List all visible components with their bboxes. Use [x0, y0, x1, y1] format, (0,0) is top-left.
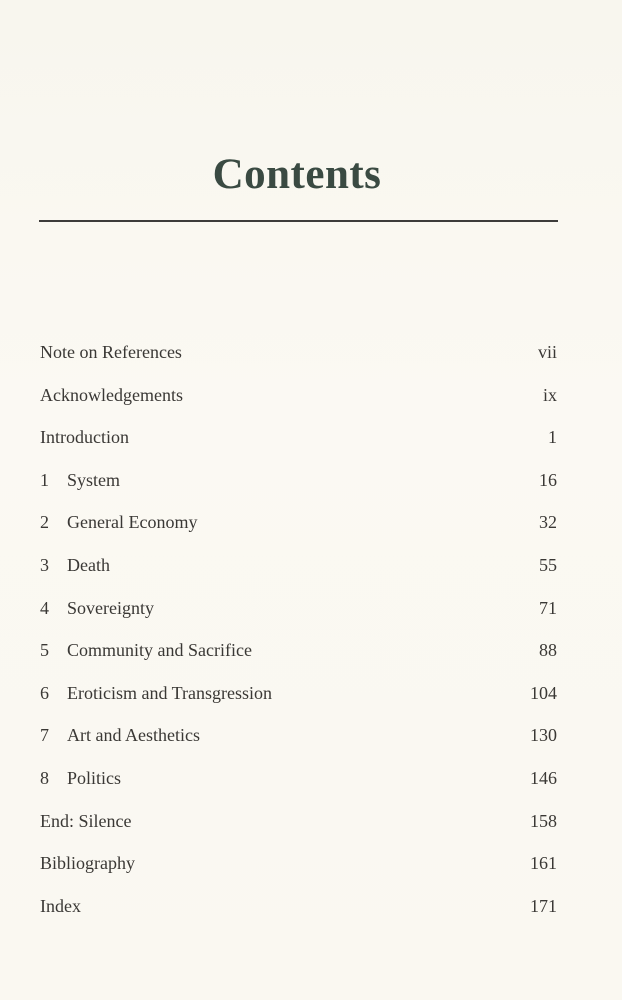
entry-title: Politics [67, 767, 122, 788]
chapter-number: 5 [40, 640, 49, 661]
page-number: 55 [539, 554, 557, 575]
entry-title: Art and Aesthetics [67, 725, 200, 746]
title-rule [39, 220, 558, 222]
entry-title: End: Silence [40, 810, 132, 831]
toc-entry [40, 674, 557, 717]
entry-title: Acknowledgements [40, 384, 183, 405]
page-number: 146 [530, 767, 557, 788]
page-number: vii [537, 342, 557, 362]
entry-title: Community and Sacrifice [67, 640, 252, 661]
chapter-number: 6 [40, 682, 49, 703]
toc-entry [40, 844, 557, 887]
entry-title: Sovereignty [67, 597, 154, 618]
entry-title: General Economy [67, 512, 198, 533]
chapter-number: 1 [40, 469, 49, 490]
toc-entry [40, 802, 557, 845]
page-number: 1 [548, 427, 557, 448]
page-number: 71 [539, 597, 557, 618]
page-number: 158 [530, 810, 557, 831]
chapter-number: 8 [40, 767, 49, 788]
page-number: 104 [530, 682, 557, 703]
toc-entry [40, 503, 557, 546]
chapter-number: 7 [40, 725, 49, 746]
chapter-number: 4 [40, 597, 49, 618]
page-number: 32 [539, 512, 557, 533]
page-number: 171 [530, 895, 557, 916]
page-number: 130 [530, 725, 557, 746]
page-number: 88 [539, 640, 557, 661]
toc-entry [40, 887, 557, 930]
entry-title: Note on References [40, 342, 182, 362]
page-title: Contents [212, 151, 382, 198]
page-number: ix [542, 384, 557, 405]
toc-entry [40, 716, 557, 759]
page-number: 16 [539, 469, 557, 490]
entry-title: Bibliography [40, 853, 135, 874]
entry-title: Eroticism and Transgression [67, 682, 272, 703]
toc-entry [40, 546, 557, 589]
entry-title: Introduction [40, 427, 129, 448]
chapter-number: 3 [40, 554, 49, 575]
toc-entry [40, 333, 557, 376]
toc-entry [40, 376, 557, 419]
toc-entry [40, 418, 557, 461]
entry-title: Index [40, 895, 81, 916]
toc-entry [40, 631, 557, 674]
entry-title: System [67, 469, 121, 490]
entry-title: Death [67, 554, 110, 575]
toc-entry [40, 759, 557, 802]
toc-entry [40, 461, 557, 504]
page-number: 161 [530, 853, 557, 874]
toc-entry [40, 589, 557, 632]
chapter-number: 2 [40, 512, 49, 533]
table-of-contents [40, 333, 557, 929]
